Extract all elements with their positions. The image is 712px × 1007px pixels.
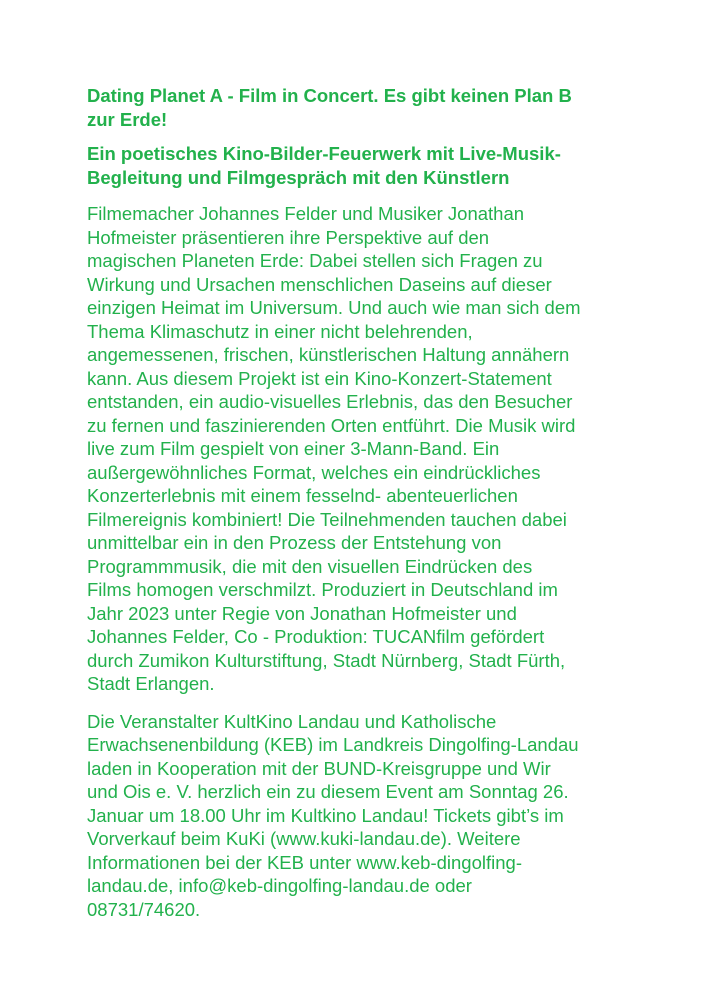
paragraph-line: Informationen bei der KEB unter www.keb-dingolfing- (87, 851, 522, 873)
paragraph-line: durch Zumikon Kulturstiftung, Stadt Nürnberg, Stadt Fürth, (87, 649, 566, 671)
paragraph-line: angemessenen, frischen, künstlerischen Haltung annähern (87, 344, 570, 365)
body-paragraph-2 (87, 710, 647, 922)
paragraph-line: entstanden, ein audio-visuelles Erlebnis, das den Besucher (87, 391, 573, 412)
paragraph-line: Konzerterlebnis mit einem fesselnd- abenteuerlichen (87, 485, 518, 506)
paragraph-line: Jahr 2023 unter Regie von Jonathan Hofmeister und (87, 602, 517, 624)
document-page (87, 84, 647, 935)
paragraph-line: einzigen Heimat im Universum. Und auch wie man sich dem (87, 297, 581, 318)
paragraph-line: unmittelbar ein in den Prozess der Entstehung von (87, 532, 502, 553)
paragraph-line: landau.de, info@keb-dingolfing-landau.de oder (87, 875, 472, 896)
paragraph-line: live zum Film gespielt von einer 3-Mann-Band. Ein (87, 438, 500, 459)
paragraph-line: Thema Klimaschutz in einer nicht belehrenden, (87, 320, 473, 342)
paragraph-line: laden in Kooperation mit der BUND-Kreisgruppe und Wir (87, 757, 551, 779)
subtitle-line: Begleitung und Filmgespräch mit den Künstlern (87, 166, 510, 188)
paragraph-line: Filmereignis kombiniert! Die Teilnehmenden tauchen dabei (87, 508, 567, 530)
title-line: Dating Planet A - Film in Concert. Es gibt keinen Plan B (87, 85, 572, 106)
paragraph-line: Stadt Erlangen. (87, 673, 215, 694)
body-paragraph-1 (87, 202, 647, 696)
paragraph-line: Programmmusik, die mit den visuellen Eindrücken des (87, 555, 533, 577)
paragraph-line: außergewöhnliches Format, welches ein eindrückliches (87, 461, 541, 483)
paragraph-line: Erwachsenenbildung (KEB) im Landkreis Dingolfing-Landau (87, 734, 579, 755)
paragraph-line: Hofmeister präsentieren ihre Perspektive auf den (87, 226, 490, 248)
paragraph-line: und Ois e. V. herzlich ein zu diesem Event am Sonntag 26. (87, 781, 569, 802)
paragraph-line: Vorverkauf beim KuKi (www.kuki-landau.de). Weitere (87, 828, 521, 849)
document-title (87, 84, 647, 131)
document-subtitle (87, 142, 647, 189)
paragraph-line: 08731/74620. (87, 898, 201, 920)
paragraph-line: Wirkung und Ursachen menschlichen Daseins auf dieser (87, 273, 552, 295)
paragraph-line: Januar um 18.00 Uhr im Kultkino Landau! Tickets gibt’s im (87, 804, 564, 826)
paragraph-line: Johannes Felder, Co - Produktion: TUCANfilm gefördert (87, 626, 545, 647)
title-line: zur Erde! (87, 108, 168, 130)
paragraph-line: kann. Aus diesem Projekt ist ein Kino-Konzert-Statement (87, 367, 552, 389)
paragraph-line: Filmemacher Johannes Felder und Musiker Jonathan (87, 203, 525, 224)
paragraph-line: zu fernen und faszinierenden Orten entführt. Die Musik wird (87, 414, 576, 436)
paragraph-line: Die Veranstalter KultKino Landau und Katholische (87, 710, 497, 732)
subtitle-line: Ein poetisches Kino-Bilder-Feuerwerk mit Live-Musik- (87, 143, 561, 164)
paragraph-line: magischen Planeten Erde: Dabei stellen sich Fragen zu (87, 250, 543, 271)
paragraph-line: Films homogen verschmilzt. Produziert in Deutschland im (87, 579, 558, 600)
